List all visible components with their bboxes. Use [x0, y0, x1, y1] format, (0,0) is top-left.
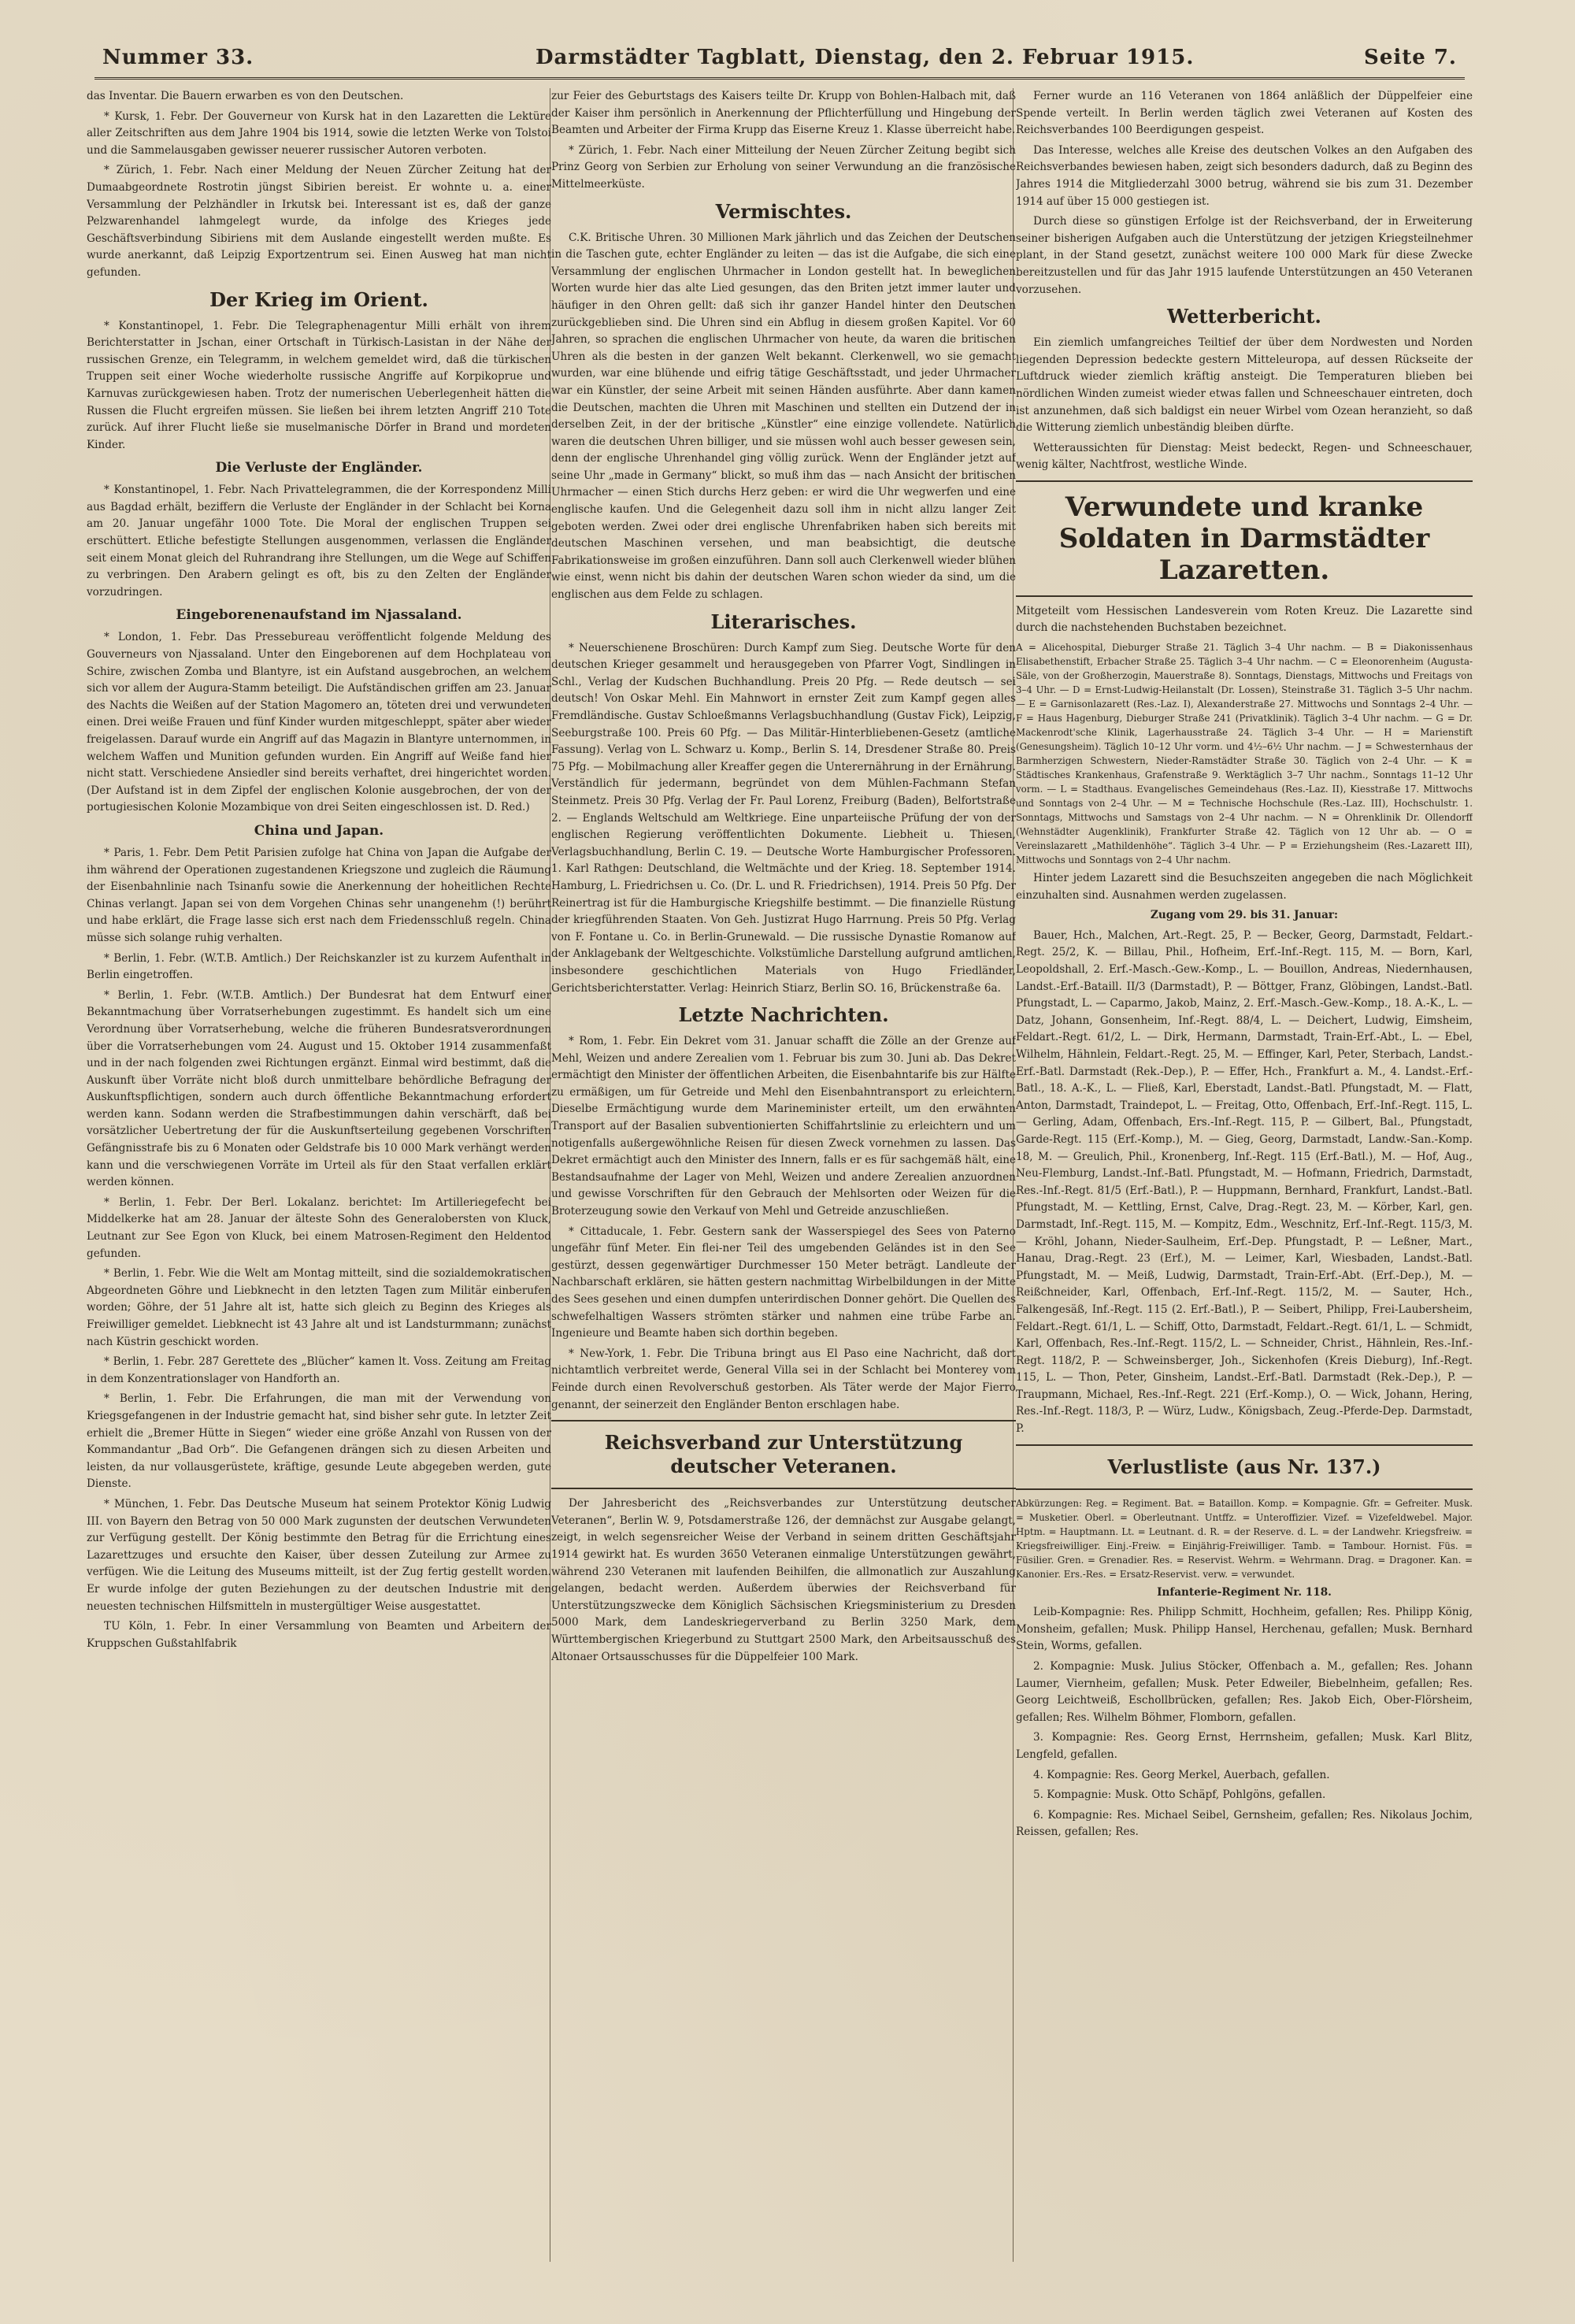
- page-number: Nummer 33.: [102, 46, 254, 69]
- subsection-title: Infanterie-Regiment Nr. 118.: [1157, 1585, 1332, 1599]
- casualty-list: 5. Kompagnie: Musk. Otto Schäpf, Pohlgöns, gefallen.: [1033, 1788, 1326, 1802]
- casualty-list: 4. Kompagnie: Res. Georg Merkel, Auerbach, gefallen.: [1033, 1768, 1330, 1781]
- masthead-date: Darmstädter Tagblatt, Dienstag, den 2. Februar 1915.: [536, 46, 1195, 69]
- article-paragraph: * Konstantinopel, 1. Febr. Nach Privattelegrammen, die der Korrespondenz Milli aus Bagdad erhält, beziffern die Verluste der Engländer in der Schlacht bei Korna am 20. Januar ungefähr 1000 Tote. Die Moral der englischen Truppen sei erschüttert. Etliche befestigte Stellungen ausgenommen, verlassen die Engländer seit einem Monat gleich del Ruhrandrang ihre Stellungen, um die Wege auf Schiffen zu verbringen. Den Arabern gelingt es oft, bis zu den Zelten der Engländer vorzudringen.: [87, 484, 551, 599]
- section-title: Wetterbericht.: [1167, 305, 1321, 328]
- column-2: [551, 88, 1016, 2293]
- article-paragraph: * New-York, 1. Febr. Die Tribuna bringt aus El Paso eine Nachricht, daß dort nichtamtlich verbreitet werde, General Villa sei in der Schlacht bei Monterey vom Feinde durch einen Revolverschuß gestorben. Als Täter werde der Major Fierro genannt, der seinerzeit den Engländer Benton erschlagen habe.: [551, 1347, 1016, 1411]
- article-paragraph: * Cittaducale, 1. Febr. Gestern sank der Wasserspiegel des Sees von Paterno ungefähr fünf Meter. Ein flei-ner Teil des umgebenden Geländes ist in den See gestürzt, dessen gegenwärtiger Durchmesser 150 Meter beträgt. Landleute der Nachbarschaft erklären, sie hätten gestern nachmittag Wirbelbildungen in der Mitte des Sees gesehen und einen dumpfen unterirdischen Donner gehört. Die Quellen des schwefelhaltigen Wassers strömten stärker und nahmen eine trübe Farbe an. Ingenieure und Beamte haben sich dorthin begeben.: [551, 1225, 1016, 1340]
- article-paragraph: * Rom, 1. Febr. Ein Dekret vom 31. Januar schafft die Zölle an der Grenze auf Mehl, Weizen und andere Zerealien vom 1. Februar bis zum 30. Juni ab. Das Dekret ermächtigt den Minister der öffentlichen Arbeiten, die Eisenbahntarife bis zur Hälfte zu ermäßigen, um für Getreide und Mehl den Eisenbahntransport zu erleichtern. Dieselbe Ermächtigung wurde dem Marineminister erteilt, um den erwähnten Transport auf der Basalien subventionierten Schiffahrtslinie zu erleichtern und um notigenfalls außergewöhnliche Reisen für diesen Zweck vornehmen zu lassen. Das Dekret ermächtigt auch den Minister des Innern, falls er es für sachgemäß hält, eine Bestandsaufnahme der Lager von Mehl, Weizen und andere Zerealien anzuordnen und gewisse Vorschriften für den Gebrauch der Mehlsorten oder Weizen für die Broterzeugung sowie den Verkauf von Mehl und Getreide anzuschließen.: [551, 1035, 1016, 1218]
- casualty-list: 3. Kompagnie: Res. Georg Ernst, Herrnsheim, gefallen; Musk. Karl Blitz, Lengfeld, gefallen.: [1016, 1731, 1473, 1761]
- section-title: Der Krieg im Orient.: [209, 287, 428, 311]
- article-paragraph: * Konstantinopel, 1. Febr. Die Telegraphenagentur Milli erhält von ihrem Berichterstatter in Jschan, einer Ortschaft in Türkisch-Lasistan in der Nähe der russischen Grenze, ein Telegramm, in welchem gemeldet wird, daß die türkischen Truppen seit einer Woche wiederholte russische Angriffe auf Korpikoprue und Karnuvas zurückgewiesen haben. Trotz der numerischen Ueberlegenheit hätten die Russen die Flucht ergreifen müssen. Sie ließen bei ihrem letzten Angriff 210 Tote zurück. Auf ihrer Flucht ließe sie muselmanische Dörfer in Brand und mordeten Kinder.: [87, 319, 551, 451]
- section-title: Letzte Nachrichten.: [678, 1003, 889, 1027]
- article-paragraph: C.K. Britische Uhren. 30 Millionen Mark jährlich und das Zeichen der Deutschen in die Taschen gute, echter Engländer zu leiten — das ist die Aufgabe, die sich eine Versammlung der englischen Uhrmacher in London gestellt hat. In beweglichen Worten wurde hier das alte Lied gesungen, das den Briten jetzt immer lauter und häufiger in den Ohren gellt: daß sich ihr ganzer Handel hinter den Deutschen zurückgeblieben sind. Die Uhren sind ein Abflug in diesem großen Kapitel. Vor 60 Jahren, so sprachen die englischen Uhrmacher von heute, da waren die britischen Uhren als die besten in der ganzen Welt bekannt. Clerkenwell, wo sie gemacht wurden, war eine blühende und eifrig tätige Geschäftsstadt, und jeder Uhrmacher war ein Künstler, der seine Arbeit mit seinen Händen ausführte. Aber dann kamen die Deutschen, machten die Uhren mit Maschinen und stellten ein Dutzend der in derselben Zeit, in der der britische „Künstler“ eine einzige vollendete. Natürlich waren die deutschen Uhren billiger, und sie müssen wohl auch besser gewesen sein, denn der englische Uhrenhandel ging völlig zurück. Wenn der Engländer jetzt auf seine Uhr „made in Germany“ blickt, so muß ihm das — nach Ansicht der britischen Uhrmacher — einen Stich durchs Herz geben: er wird die Uhr wegwerfen und eine englische kaufen. Und die Gelegenheit dazu soll ihm in nicht allzu langer Zeit geboten werden. Zwei oder drei englische Uhrenfabriken haben sich bereits mit deutschen Maschinen versehen, und man beabsichtigt, die deutsche Fabrikationsweise im großen einzuführen. Dann soll auch Clerkenwell wieder blühen wie einst, wenn nicht bis dahin der deutschen Waren schon wieder da sind, um die englischen aus dem Felde zu schlagen.: [551, 231, 1016, 602]
- section-title: Verwundete und kranke Soldaten in Darmstädter Lazaretten.: [1058, 491, 1430, 586]
- casualty-list: 6. Kompagnie: Res. Michael Seibel, Gernsheim, gefallen; Res. Nikolaus Jochim, Reissen, gefallen; Res.: [1016, 1808, 1473, 1839]
- article-paragraph: Wetteraussichten für Dienstag: Meist bedeckt, Regen- und Schneeschauer, wenig kälter, Nachtfrost, westliche Winde.: [1016, 441, 1473, 472]
- article-paragraph: * Paris, 1. Febr. Dem Petit Parisien zufolge hat China von Japan die Aufgabe der ihm während der Operationen zugestandenen Kriegszone und zugleich die Räumung der Eisenbahnlinie nach Tsinanfu sowie die Anerkennung der hoheitlichen Rechte Chinas verlangt. Japan sei von dem Vorgehen Chinas sehr unangenehm (!) berührt und habe erklärt, die Frage lasse sich erst nach dem Friedensschluß regeln. China müsse sich solange ruhig verhalten.: [87, 846, 551, 944]
- article-paragraph: Das Interesse, welches alle Kreise des deutschen Volkes an den Aufgaben des Reichsverbandes bewiesen haben, zeigt sich besonders dadurch, daß zu Beginn des Jahres 1914 die Mitgliederzahl 3000 betrug, während sie bis zum 31. Dezember 1914 auf über 15 000 gestiegen ist.: [1016, 143, 1473, 208]
- section-title: Literarisches.: [710, 610, 857, 633]
- article-paragraph: * Berlin, 1. Febr. (W.T.B. Amtlich.) Der Bundesrat hat dem Entwurf einer Bekanntmachung über Vorratserhebungen zugestimmt. Es handelt sich um eine Verordnung über Vorratserhebung, welche die früheren Bundesratsverordnungen über die Vorratserhebungen vom 24. August und 15. Oktober 1914 zusammenfaßt und in der nach folgenden zwei Richtungen ergänzt. Einmal wird bestimmt, daß die Auskunft über Vorräte nicht bloß durch unmittelbare behördliche Befragung der Auskunftspflichtigen, sondern auch durch öffentliche Bekanntmachung erfordert werden kann. Sodann werden die Strafbestimmungen dahin verschärft, daß bei vorsätzlicher Uebertretung der für die Auskunftserteilung gegebenen Vorschriften Gefängnisstrafe bis zu 6 Monaten oder Geldstrafe bis 10 000 Mark verhängt werden kann und die verschwiegenen Vorräte im Urteil als für den Staat verfallen erklärt werden können.: [87, 988, 551, 1189]
- lazarett-key: A = Alicehospital, Dieburger Straße 21. Täglich 3–4 Uhr nachm. — B = Diakonissenhaus Elisabethenstift, Erbacher Straße 25. Täglich 3–4 Uhr nachm. — C = Eleonorenheim (Augusta-Säle, von der Großherzogin, Mauerstraße 8). Sonntags, Dienstags, Mittwochs und Freitags von 3–4 Uhr. — D = Ernst-Ludwig-Heilanstalt (Dr. Lossen), Steinstraße 31. Täglich 3–5 Uhr nachm. — E = Garnisonlazarett (Res.-Laz. I), Alexanderstraße 27. Mittwochs und Sonntags 2–4 Uhr. — F = Haus Hagenburg, Dieburger Straße 241 (Privatklinik). Täglich 3–4 Uhr nachm. — G = Dr. Mackenrodt'sche Klinik, Lagerhausstraße 24. Täglich 3–4 Uhr. — H = Marienstift (Genesungsheim). Täglich 10–12 Uhr vorm. und 4½–6½ Uhr nachm. — J = Schwesternhaus der Barmherzigen Schwestern, Nieder-Ramstädter Straße 30. Täglich von 2–4 Uhr. — K = Städtisches Krankenhaus, Grafenstraße 9. Werktäglich 3–7 Uhr nachm., Sonntags 11–12 Uhr vorm. — L = Stadthaus. Evangelisches Gemeindehaus (Res.-Laz. II), Kiesstraße 17. Mittwochs und Sonntags von 2–4 Uhr. — M = Technische Hochschule (Res.-Laz. III), Hochschulstr. 1. Sonntags, Mittwochs und Samstags von 2–4 Uhr nachm. — N = Ohrenklinik Dr. Ollendorff (Wehnstädter Augenklinik), Frankfurter Straße 42. Täglich von 12 Uhr ab. — O = Vereinslazarett „Mathildenhöhe“. Täglich 3–4 Uhr. — P = Erziehungsheim (Res.-Lazarett III), Mittwochs und Sonntags von 2–4 Uhr nachm.: [1016, 642, 1473, 866]
- article-paragraph: * Berlin, 1. Febr. Der Berl. Lokalanz. berichtet: Im Artilleriegefecht bei Middelkerke hat am 28. Januar der älteste Sohn des Generalobersten von Kluck, Leutnant zur See Egon von Kluck, bei einem Matrosen-Regiment den Heldentod gefunden.: [87, 1195, 551, 1260]
- article-paragraph: * Berlin, 1. Febr. 287 Gerettete des „Blücher“ kamen lt. Voss. Zeitung am Freitag in dem Konzentrationslager von Handforth an.: [87, 1355, 551, 1385]
- article-paragraph: * Neuerschienene Broschüren: Durch Kampf zum Sieg. Deutsche Worte für den deutschen Krieger gesammelt und herausgegeben von Pfarrer Vogt, Sindlingen in Schl., Verlag der Kudschen Buchhandlung. Preis 20 Pfg. — Rede deutsch — sei deutsch! Von Oskar Mehl. Ein Mahnwort in ernster Zeit zum Kampf gegen alles Fremdländische. Gustav Schloeßmanns Verlagsbuchhandlung (Gustav Fick), Leipzig, Seeburgstraße 100. Preis 60 Pfg. — Das Militär-Hinterbliebenen-Gesetz (amtliche Fassung). Verlag von L. Schwarz u. Komp., Berlin S. 14, Dresdener Straße 80. Preis 75 Pfg. — Mobilmachung aller Kreaffer gegen die Unterernährung in der Ernährung. Verständlich für jedermann, begründet von dem Mühlen-Fachmann Stefan Steinmetz. Preis 30 Pfg. Verlag der Fr. Paul Lorenz, Freiburg (Baden), Belfortstraße 2. — Englands Weltschuld am Weltkriege. Eine unparteiische Prüfung der von der englischen Regierung veröffentlichten Dokumente. Liebheit u. Thiesen, Verlagsbuchhandlung, Berlin C. 19. — Deutsche Worte Hamburgischer Professoren. 1. Karl Rathgen: Deutschland, die Weltmächte und der Krieg. 18. September 1914. Hamburg, L. Friedrichsen u. Co. (Dr. L. und R. Friedrichsen), 1914. Preis 50 Pfg. Der Reinertrag ist für die Hamburgische Kriegshilfe bestimmt. — Die finanzielle Rüstung der kriegführenden Staaten. Von Geh. Justizrat Hugo Harrnung. Preis 50 Pfg. Verlag von F. Fontane u. Co. in Berlin-Grunewald. — Die russische Dynastie Romanow auf der Anklagebank der Weltgeschichte. Volkstümliche Darstellung aufgrund amtlichen, insbesondere geschichtlichen Materials von Hugo Friedländer, Gerichtsberichterstatter. Verlag: Heinrich Stiarz, Berlin SO. 16, Brückenstraße 6a.: [551, 641, 1016, 995]
- section-title: Vermischtes.: [715, 199, 852, 223]
- subsection-title: Die Verluste der Engländer.: [215, 460, 423, 476]
- article-paragraph: Der Jahresbericht des „Reichsverbandes zur Unterstützung deutscher Veteranen“, Berlin W. 9, Potsdamerstraße 126, der demnächst zur Ausgabe gelangt, zeigt, in welch segensreicher Weise der Verband in seinem dritten Geschäftsjahr 1914 gewirkt hat. Es wurden 3650 Veteranen einmalige Unterstützungen gewährt, während 230 Veteranen mit laufenden Beihilfen, die allmonatlich zur Auszahlung gelangen, bedacht werden. Außerdem überwies der Reichsverband für Unterstützungszwecke dem Königlich Sächsischen Kriegsministerium zu Dresden 5000 Mark, dem Landeskriegerverband zu Berlin 3250 Mark, dem Württembergischen Kriegerbund zu Stuttgart 2500 Mark, den Arbeitsausschuß des Altonaer Ortsausschusses für die Düppelfeier 100 Mark.: [551, 1497, 1016, 1663]
- casualty-list: Leib-Kompagnie: Res. Philipp Schmitt, Hochheim, gefallen; Res. Philipp König, Monsheim, gefallen; Musk. Philipp Hansel, Herchenau, gefallen; Musk. Bernhard Stein, Worms, gefallen.: [1016, 1606, 1473, 1653]
- subsection-title: China und Japan.: [254, 822, 384, 839]
- article-paragraph: * Berlin, 1. Febr. Die Erfahrungen, die man mit der Verwendung von Kriegsgefangenen in der Industrie gemacht hat, sind bisher sehr gute. In letzter Zeit erhielt die „Bremer Hütte in Siegen“ wieder eine größe Anzahl von Russen von der Kommandantur „Bad Orb“. Die Gefangenen drängen sich zu diesen Arbeiten und leisten, da nur vollausgerüstete, kräftige, gesunde Leute abgegeben werden, gute Dienste.: [87, 1392, 551, 1491]
- article-paragraph: Ein ziemlich umfangreiches Teiltief der über dem Nordwesten und Norden liegenden Depression bedeckte gestern Mitteleuropa, auf dessen Rückseite der Luftdruck wieder ziemlich kräftig ansteigt. Die Temperaturen blieben bei nördlichen Winden zumeist wieder etwas fallen und Schneeschauer eintreten, doch ist anzunehmen, daß sich baldigst ein neuer Wirbel vom Ozean heranzieht, so daß die Witterung ziemlich unbeständig bleiben dürfte.: [1016, 336, 1473, 435]
- article-paragraph: * Berlin, 1. Febr. Wie die Welt am Montag mitteilt, sind die sozialdemokratischen Abgeordneten Göhre und Liebknecht in den letzten Tagen zum Militär einberufen worden; Göhre, der 51 Jahre alt ist, hatte sich gleich zu Beginn des Krieges als Freiwilliger gemeldet. Liebknecht ist 43 Jahre alt und ist Landsturmmann; zunächst nach Küstrin geschickt worden.: [87, 1267, 551, 1348]
- article-paragraph: Hinter jedem Lazarett sind die Besuchszeiten angegeben die nach Möglichkeit einzuhalten sind. Ausnahmen werden zugelassen.: [1016, 872, 1473, 902]
- column-3: [1016, 88, 1473, 2293]
- column-1: [87, 88, 551, 2293]
- article-paragraph: Mitgeteilt vom Hessischen Landesverein vom Roten Kreuz. Die Lazarette sind durch die nachstehenden Buchstaben bezeichnet.: [1016, 604, 1473, 635]
- section-box: [551, 1420, 1016, 1489]
- article-paragraph: * Berlin, 1. Febr. (W.T.B. Amtlich.) Der Reichskanzler ist zu kurzem Aufenthalt in Berlin eingetroffen.: [87, 951, 551, 982]
- section-title: Reichsverband zur Unterstützung deutscher Veteranen.: [604, 1431, 963, 1478]
- article-paragraph: zur Feier des Geburtstags des Kaisers teilte Dr. Krupp von Bohlen-Halbach mit, daß der Kaiser ihm persönlich in Anerkennung der Pflichterfüllung und Hingebung der Beamten und Arbeiter der Firma Krupp das Eiserne Kreuz 1. Klasse überreicht habe.: [551, 90, 1016, 137]
- article-paragraph: TU Köln, 1. Febr. In einer Versammlung von Beamten und Arbeitern der Kruppschen Gußstahlfabrik: [87, 1620, 551, 1650]
- casualty-list: 2. Kompagnie: Musk. Julius Stöcker, Offenbach a. M., gefallen; Res. Johann Laumer, Viernheim, gefallen; Musk. Peter Edweiler, Biebelnheim, gefallen; Res. Georg Leichtweiß, Eschollbrücken, gefallen; Res. Jakob Eich, Ober-Flörsheim, gefallen; Res. Wilhelm Böhmer, Flomborn, gefallen.: [1016, 1660, 1473, 1724]
- section-box: [1016, 480, 1473, 597]
- subsection-title: Zugang vom 29. bis 31. Januar:: [1150, 909, 1339, 922]
- abbreviations: Abkürzungen: Reg. = Regiment. Bat. = Bataillon. Komp. = Kompagnie. Gfr. = Gefreiter. Musk. = Musketier. Oberl. = Oberleutnant. Untffz. = Unteroffizier. Vizef. = Vizefeldwebel. Major. Hptm. = Hauptmann. Lt. = Leutnant. d. R. = der Reserve. d. L. = der Landwehr. Kriegsfreiw. = Kriegsfreiwilliger. Einj.-Freiw. = Einjährig-Freiwilliger. Tamb. = Tambour. Hornist. Füs. = Füsilier. Gren. = Grenadier. Res. = Reservist. Wehrm. = Wehrmann. Drag. = Dragoner. Kan. = Kanonier. Ers.-Res. = Ersatz-Reservist. verw. = verwundet.: [1016, 1497, 1473, 1580]
- section-title: Verlustliste (aus Nr. 137.): [1107, 1455, 1381, 1478]
- page-label: Seite 7.: [1364, 46, 1457, 69]
- article-paragraph: * Zürich, 1. Febr. Nach einer Meldung der Neuen Zürcher Zeitung hat der Dumaabgeordnete Rostrotin jüngst Sibirien bereist. Er wohnte u. a. einer Versammlung der Pelzhändler in Irkutsk bei. Interessant ist es, daß der ganze Pelzwarenhandel lahmgelegt wurde, da infolge des Krieges jede Geschäftsverbindung Sibiriens mit dem Auslande eingestellt werden mußte. Es wurde anerkannt, daß Leipzig Exportzentrum sei. Einen Ausweg hat man nicht gefunden.: [87, 164, 551, 279]
- subsection-title: Eingeborenenaufstand im Njassaland.: [176, 607, 462, 624]
- section-box: [1016, 1444, 1473, 1490]
- article-paragraph: * London, 1. Febr. Das Pressebureau veröffentlicht folgende Meldung des Gouverneurs von Njassaland. Unter den Eingeborenen auf dem Hochplateau von Schire, zwischen Zomba und Blantyre, ist ein Aufstand ausgebrochen, an welchem sich vor allem der Augura-Stamm beteiligt. Die Aufständischen griffen am 23. Januar des Nachts die Weißen auf der Station Magomero an, töteten drei und verwundeten einen. Drei weiße Frauen und fünf Kinder wurden mitgeschleppt, später aber wieder freigelassen. Darauf wurde ein Angriff auf das Magazin in Blantyre unternommen, in welchem Waffen und Munition gefunden wurden. Ein Angriff auf Weiße fand hier nicht statt. Verschiedene Ansiedler sind bereits verhaftet, drei hingerichtet worden. (Der Aufstand ist in dem Zipfel der englischen Kolonie ausgebrochen, der von der portugiesischen Kolonie Mozambique von drei Seiten eingeschlossen ist. D. Red.): [87, 631, 551, 814]
- article-paragraph: * Kursk, 1. Febr. Der Gouverneur von Kursk hat in den Lazaretten die Lektüre aller Zeitschriften aus dem Jahre 1904 bis 1914, sowie die letzten Werke von Tolstoi und die Sammelausgaben gewisser neuerer russischer Autoren verboten.: [87, 109, 551, 157]
- soldier-list: Bauer, Hch., Malchen, Art.-Regt. 25, P. — Becker, Georg, Darmstadt, Feldart.-Regt. 25/2, K. — Billau, Phil., Hofheim, Erf.-Inf.-Regt. 115, M. — Born, Karl, Leopoldshall, 2. Erf.-Masch.-Gew.-Komp., L. — Bouillon, Andreas, Niedernhausen, Landst.-Erf.-Bataill. II/3 (Darmstadt), P. — Böttger, Franz, Glöbingen, Landst.-Batl. Pfungstadt, L. — Caparmo, Jakob, Mainz, 2. Erf.-Masch.-Gew.-Komp., 18. A.-K., L. — Datz, Johann, Gonsenheim, Inf.-Regt. 88/4, L. — Deichert, Ludwig, Eimsheim, Feldart.-Regt. 61/2, L. — Dirk, Hermann, Darmstadt, Train-Erf.-Abt., L. — Ebel, Wilhelm, Hähnlein, Feldart.-Regt. 25, M. — Effinger, Karl, Peter, Sterbach, Landst.-Erf.-Batl. Darmstadt (Rek.-Dep.), P. — Effer, Hch., Frankfurt a. M., 4. Landst.-Erf.-Batl., 18. A.-K., L. — Fließ, Karl, Eberstadt, Landst.-Batl. Pfungstadt, M. — Flatt, Anton, Darmstadt, Traindepot, L. — Freitag, Otto, Offenbach, Erf.-Inf.-Regt. 115, L. — Gerling, Adam, Offenbach, Ers.-Inf.-Regt. 115, P. — Gilbert, Bal., Pfungstadt, Garde-Regt. 115 (Erf.-Komp.), M. — Gieg, Georg, Darmstadt, Landw.-San.-Komp. 18, M. — Greulich, Phil., Kronenberg, Inf.-Regt. 115 (Erf.-Batl.), M. — Hof, Aug., Neu-Flemburg, Landst.-Inf.-Batl. Pfungstadt, M. — Hofmann, Friedrich, Darmstadt, Res.-Inf.-Regt. 81/5 (Erf.-Batl.), P. — Huppmann, Bernhard, Frankfurt, Landst.-Batl. Pfungstadt, M. — Kettling, Ernst, Calve, Drag.-Regt. 23, M. — Körber, Karl, gen. Darmstadt, Inf.-Regt. 115, M. — Kompitz, Edm., Weschnitz, Erf.-Inf.-Regt. 115/3, M. — Kröhl, Johann, Nieder-Saulheim, Erf.-Dep. Pfungstadt, P. — Leßner, Mart., Hanau, Drag.-Regt. 23 (Erf.), M. — Leimer, Karl, Wiesbaden, Landst.-Batl. Pfungstadt, M. — Meiß, Ludwig, Darmstadt, Train-Erf.-Abt. (Erf.-Dep.), M. — Reißchneider, Karl, Offenbach, Erf.-Inf.-Regt. 115/2, M. — Sauter, Hch., Falkengesäß, Inf.-Regt. 115 (2. Erf.-Batl.), P. — Seibert, Philipp, Frei-Laubersheim, Feldart.-Regt. 61/1, L. — Schiff, Otto, Darmstadt, Feldart.-Regt. 61/1, L. — Schmidt, Karl, Offenbach, Res.-Inf.-Regt. 115/2, L. — Schneider, Christ., Hähnlein, Res.-Inf.-Regt. 118/2, P. — Schweinsberger, Joh., Sickenhofen (Kreis Dieburg), Inf.-Regt. 115, L. — Thon, Peter, Ginsheim, Landst.-Erf.-Batl. Darmstadt (Rek.-Dep.), P. — Traupmann, Michael, Res.-Inf.-Regt. 221 (Erf.-Komp.), O. — Wick, Johann, Hering, Res.-Inf.-Regt. 118/3, P. — Würz, Ludw., Königsbach, Zeug.-Pferde-Dep. Darmstadt, P.: [1016, 928, 1473, 1436]
- article-paragraph: Durch diese so günstigen Erfolge ist der Reichsverband, der in Erweiterung seiner bisherigen Aufgaben auch die Unterstützung der jetzigen Kriegsteilnehmer plant, in der Stand gesetzt, zunächst weitere 100 000 Mark für diese Zwecke bereitzustellen und für das Jahr 1915 laufende Unterstützungen an 450 Veteranen vorzusehen.: [1016, 215, 1473, 296]
- article-paragraph: * München, 1. Febr. Das Deutsche Museum hat seinem Protektor König Ludwig III. von Bayern den Betrag von 50 000 Mark zugunsten der deutschen Verwundeten zur Verfügung gestellt. Der König bestimmte den Betrag für die Errichtung eines Lazarettzuges und ersuchte den Kaiser, über dessen Zuteilung zur Armee zu verfügen. Wie die Leitung des Museums mitteilt, ist der Zug fertig gestellt worden. Er wurde infolge der guten Beziehungen zu der deutschen Industrie mit den neuesten technischen Hilfsmitteln in mustergültiger Weise ausgestattet.: [87, 1497, 551, 1613]
- article-paragraph: * Zürich, 1. Febr. Nach einer Mitteilung der Neuen Zürcher Zeitung begibt sich Prinz Georg von Serbien zur Erholung von seiner Verwundung an die französische Mittelmeerküste.: [551, 143, 1016, 191]
- article-paragraph: Ferner wurde an 116 Veteranen von 1864 anläßlich der Düppelfeier eine Spende verteilt. In Berlin werden täglich zwei Veteranen auf Kosten des Reichsverbandes 100 Beerdigungen gespeist.: [1016, 90, 1473, 137]
- article-paragraph: das Inventar. Die Bauern erwarben es von den Deutschen.: [87, 90, 404, 102]
- page-header: [94, 46, 1465, 80]
